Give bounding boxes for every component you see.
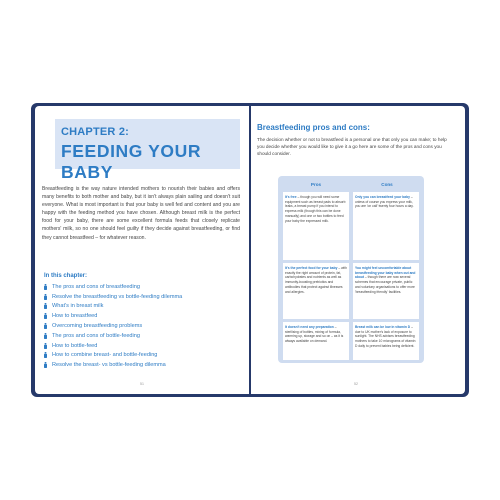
bottle-icon (44, 323, 47, 329)
pros-cons-table (278, 176, 424, 363)
pro-cell-text: – though you will need some equipment such as breast pads to absorb leaks, a breast pump if you intend to express milk (though this can be done manually) and one or two bottles to feed your baby the expressed milk. (285, 195, 346, 223)
pro-cell-bold: It's the perfect food for your baby (285, 266, 338, 270)
pro-cell (283, 263, 349, 319)
con-cell-bold: Breast milk can be low in vitamin D (355, 325, 411, 329)
list-item-label: How to combine breast- and bottle-feeding (52, 352, 158, 359)
list-item (44, 360, 182, 370)
right-page (251, 106, 465, 394)
book (31, 103, 469, 397)
pros-header: Pros (310, 182, 322, 187)
pro-cell (283, 192, 349, 260)
bottle-icon (44, 313, 47, 319)
list-item (44, 321, 182, 331)
pro-cell-text: – with exactly the right amount of protein, fat, carbohydrates and nutrients as well as immunity-boosting prebiotics and antibodies that protect against illnesses and allergies. (285, 266, 347, 294)
chapter-title: FEEDING YOUR BABY (61, 141, 202, 182)
chapter-contents-list (44, 282, 182, 370)
list-item-label: How to bottle-feed (52, 342, 98, 349)
con-cell (353, 322, 419, 360)
cons-header: Cons (381, 182, 393, 187)
list-item-label: Resolve the breast- vs bottle-feeding dilemma (52, 362, 166, 369)
bottle-icon (44, 303, 47, 309)
con-cell-bold: You might feel uncomfortable about breastfeeding your baby when out and about (355, 266, 416, 280)
left-page (35, 106, 249, 394)
list-item-label: What's in breast milk (52, 303, 104, 310)
pro-cell-bold: It's free (285, 195, 297, 199)
section-intro: The decision whether or not to breastfeed is a personal one that only you can make; to help you decide whether you would like to give it a go here are some of the pros and cons you should consider. (257, 137, 447, 157)
con-cell-bold: Only you can breastfeed your baby (355, 195, 410, 199)
pro-cell (283, 322, 349, 360)
pro-cell-bold: It doesn't need any preparation (285, 325, 334, 329)
con-cell-text: – due to UK mother's lack of exposure to sunlight. The NHS advises breastfeeding mothers to take 10 micrograms of vitamin D daily to prevent babies being deficient. (355, 325, 416, 348)
list-item (44, 341, 182, 351)
bottle-icon (44, 333, 47, 339)
list-item-label: The pros and cons of bottle-feeding (52, 332, 141, 339)
list-item (44, 331, 182, 341)
list-item-label: Resolve the breastfeeding vs bottle-feeding dilemma (52, 293, 183, 300)
list-item (44, 292, 182, 302)
bottle-icon (44, 284, 47, 290)
con-cell-text: – though there are now several schemes that encourage private, public and voluntary organisations to offer more 'breastfeeding friendly' facilities. (355, 275, 415, 294)
con-cell-text: – unless of course you express your milk, you are 'on call' twenty four hours a day. (355, 195, 414, 209)
list-item (44, 311, 182, 321)
bottle-icon (44, 352, 47, 358)
chapter-intro: Breastfeeding is the way nature intended mothers to nourish their babies and offers many benefits to both mother and baby, but it isn't always plain sailing and doesn't suit everyone. What is most important is that your baby is well fed and content and you are happy with the feeding method you have chosen. Although breast milk is the perfect food for your baby, there are some excellent formula feeds that closely replicate mothers' milk, so no one should feel guilty if they decide against breastfeeding, or find they cannot breastfeed – for whatever reason. (42, 186, 240, 241)
pro-cell-text: – sterilising of bottles, mixing of formula, warming up, storage and so on – as it is always available on demand. (285, 325, 344, 344)
con-cell (353, 263, 419, 319)
section-title: Breastfeeding pros and cons: (257, 123, 370, 132)
list-item (44, 302, 182, 312)
con-cell (353, 192, 419, 260)
bottle-icon (44, 362, 47, 368)
chapter-label: CHAPTER 2: (61, 126, 130, 138)
list-item (44, 282, 182, 292)
page-number: 51 (140, 382, 144, 386)
list-item-label: Overcoming breastfeeding problems (52, 323, 143, 330)
in-chapter-heading: In this chapter: (44, 273, 88, 279)
list-item-label: The pros and cons of breastfeeding (52, 283, 141, 290)
list-item (44, 351, 182, 361)
bottle-icon (44, 343, 47, 349)
page-number: 52 (354, 382, 358, 386)
bottle-icon (44, 294, 47, 300)
chapter-title-box (55, 119, 240, 182)
list-item-label: How to breastfeed (52, 313, 98, 320)
